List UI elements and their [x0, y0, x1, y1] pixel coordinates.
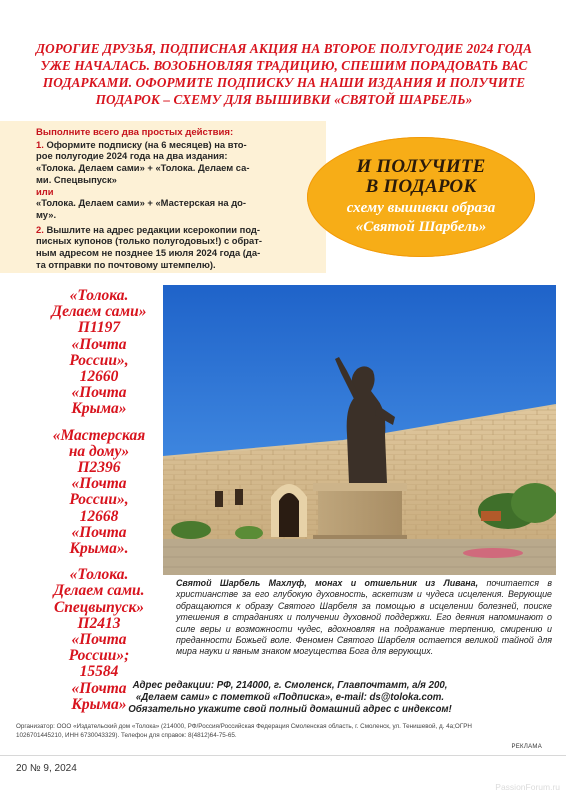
code-line: Делаем сами»: [51, 303, 147, 321]
badge-line-1: И ПОЛУЧИТЕ: [356, 156, 486, 177]
code-line: «Толока.: [69, 287, 129, 304]
option-2-line: му».: [36, 208, 57, 220]
page-number: 20 № 9, 2024: [16, 763, 77, 774]
step-1: [36, 139, 316, 221]
step-2-line: ным адресом не позднее 15 июля 2024 года (да-: [36, 247, 261, 259]
statue-photo-illustration: [163, 285, 556, 575]
editorial-address: [40, 680, 540, 715]
code-line: «Почта: [71, 335, 127, 353]
headline-line: ПОДАРКАМИ. ОФОРМИТЕ ПОДПИСКУ НА НАШИ ИЗДАНИЯ И ПОЛУЧИТЕ: [42, 75, 526, 90]
subscription-codes: [38, 288, 160, 723]
imprint-line: Организатор: ООО «Издательский дом «Толока» (214000, РФ/Россия/Российская Федерация Смоленская область, г. Смоленск, ул. Тенишевой, д. 4а;ОГРН: [16, 723, 472, 730]
code-line: Делаем сами.: [53, 582, 145, 600]
address-line: Обязательно укажите свой полный домашний адрес с индексом!: [128, 703, 452, 715]
code-line: «Почта: [71, 679, 127, 697]
site-watermark: PassionForum.ru: [495, 782, 560, 792]
step-1-number: 1.: [36, 138, 44, 150]
code-line: Крыма».: [69, 540, 129, 558]
address-line: Адрес редакции: РФ, 214000, г. Смоленск, Главпочтамт, а/я 200,: [132, 680, 448, 691]
code-line: Крыма»: [71, 695, 127, 713]
publisher-imprint: [16, 722, 550, 740]
code-line: «Толока.: [69, 566, 129, 584]
option-2-line: «Толока. Делаем сами» + «Мастерская на до-: [36, 197, 247, 209]
code-line: П2396: [77, 459, 121, 477]
badge-line-4: «Святой Шарбель»: [355, 219, 487, 235]
step-1-line: Оформите подписку (на 6 месяцев) на вто-: [46, 138, 247, 150]
photo-caption: [176, 578, 552, 658]
code-line: России»;: [68, 647, 130, 665]
code-line: П2413: [77, 614, 121, 632]
code-line: П1197: [77, 319, 121, 337]
badge-line-3: схему вышивки образа: [346, 200, 496, 216]
code-line: России»,: [69, 491, 129, 509]
or-label: или: [36, 185, 54, 197]
caption-body: почитается в христианстве за его глубокую духовность, аскетизм и чудеса исцеления. Верующие обращаются к образу Святого Шарбеля за помощью в исцелении болезней, поиске утешения в страданиях и получении духовной поддержки. Его деяния напоминают о силе веры и возможности чудес, вдохновляя на подражание терпению, смирению и преданности Божьей воле. Феномен Святого Шарбеля остается великой тайной для мира науки и явным знаком могущества Бога для верующих.: [176, 578, 552, 657]
code-group-toloka: [38, 288, 160, 418]
badge-line-2: В ПОДАРОК: [365, 176, 477, 197]
code-line: «Почта: [71, 631, 127, 649]
code-line: Спецвыпуск»: [53, 598, 145, 616]
step-2-line: та отправки по почтовому штемпелю).: [36, 258, 216, 270]
code-line: 15584: [79, 663, 119, 681]
headline-line: ПОДАРОК – СХЕМУ ДЛЯ ВЫШИВКИ «СВЯТОЙ ШАРБЕЛЬ»: [95, 92, 473, 107]
step-2-number: 2.: [36, 223, 44, 235]
step-2-line: Вышлите на адрес редакции ксерокопии под-: [46, 223, 261, 235]
advertisement-label: РЕКЛАМА: [511, 744, 542, 750]
step-2-line: писных купонов (только полугодовых!) с обрат-: [36, 235, 262, 247]
code-group-masterskaya: [38, 428, 160, 558]
step-1-line: ми. Спецвыпуск»: [36, 173, 117, 185]
code-line: России»,: [69, 351, 129, 369]
code-line: «Почта: [71, 384, 127, 402]
code-line: «Почта: [71, 475, 127, 493]
instructions-intro: Выполните всего два простых действия:: [36, 127, 234, 138]
promo-headline: [24, 40, 544, 108]
code-line: Крыма»: [71, 400, 127, 418]
imprint-line: 1026701445210, ИНН 6730043329). Телефон для справок: 8(4812)64-75-65.: [16, 732, 237, 739]
step-1-line: рое полугодие 2024 года на два издания:: [36, 150, 228, 162]
headline-line: ДОРОГИЕ ДРУЗЬЯ, ПОДПИСНАЯ АКЦИЯ НА ВТОРОЕ ПОЛУГОДИЕ 2024 ГОДА: [35, 41, 533, 56]
footer-divider: [0, 755, 566, 756]
code-line: «Мастерская: [52, 426, 146, 444]
gift-badge: [307, 137, 535, 257]
code-line: 12668: [79, 507, 119, 525]
code-line: 12660: [79, 368, 119, 386]
code-line: «Почта: [71, 523, 127, 541]
step-1-line: «Толока. Делаем сами» + «Толока. Делаем са-: [36, 162, 250, 174]
caption-lead: Святой Шарбель Махлуф, монах и отшельник из Ливана,: [176, 578, 479, 588]
statue-photo: [163, 285, 556, 575]
code-line: на дому»: [68, 442, 130, 460]
address-line: «Делаем сами» с пометкой «Подписка», e-mail: ds@toloka.com.: [135, 691, 445, 703]
step-2: [36, 224, 316, 271]
headline-line: УЖЕ НАЧАЛАСЬ. ВОЗОБНОВЛЯЯ ТРАДИЦИЮ, СПЕШИМ ПОРАДОВАТЬ ВАС: [40, 58, 528, 73]
instructions-box: [0, 121, 326, 273]
